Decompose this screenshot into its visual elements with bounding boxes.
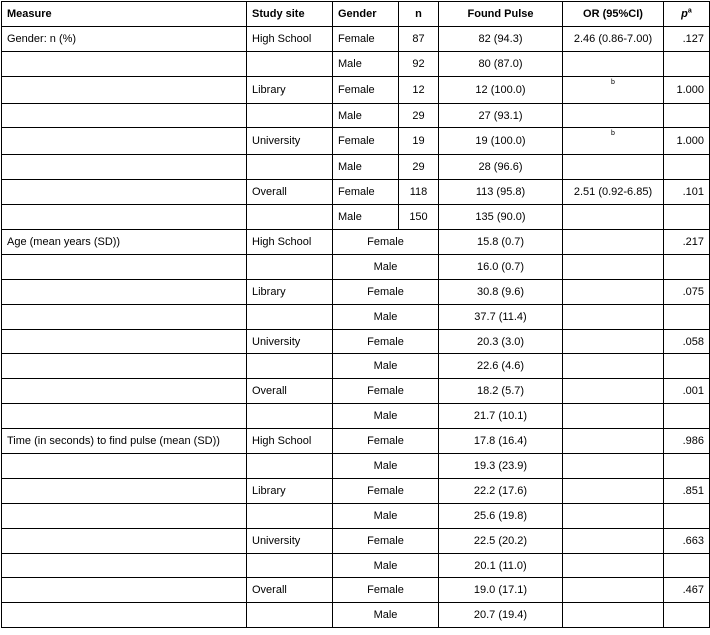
gender-cell: Female — [333, 230, 439, 255]
mean-sd-cell: 19.3 (23.9) — [439, 454, 563, 479]
gender-cell: Male — [333, 603, 439, 628]
header-n: n — [399, 2, 439, 27]
table-row — [2, 329, 710, 354]
p-value-cell: .075 — [664, 279, 710, 304]
header-p-label: p — [681, 7, 688, 20]
p-value-cell — [664, 205, 710, 230]
measure-cell — [2, 478, 247, 503]
study-site-cell: High School — [247, 26, 333, 51]
measure-cell — [2, 155, 247, 180]
or-cell — [563, 155, 664, 180]
study-site-cell: University — [247, 528, 333, 553]
found-pulse-cell: 28 (96.6) — [439, 155, 563, 180]
measure-cell — [2, 128, 247, 155]
found-pulse-cell: 12 (100.0) — [439, 76, 563, 103]
study-site-cell — [247, 354, 333, 379]
gender-cell: Male — [333, 354, 439, 379]
table-row — [2, 503, 710, 528]
found-pulse-cell: 80 (87.0) — [439, 51, 563, 76]
table-row — [2, 230, 710, 255]
or-cell — [563, 454, 664, 479]
or-cell — [563, 205, 664, 230]
study-site-cell — [247, 553, 333, 578]
mean-sd-cell: 22.5 (20.2) — [439, 528, 563, 553]
table-row — [2, 553, 710, 578]
table-row — [2, 528, 710, 553]
n-cell: 29 — [399, 155, 439, 180]
mean-sd-cell: 22.6 (4.6) — [439, 354, 563, 379]
mean-sd-cell: 20.3 (3.0) — [439, 329, 563, 354]
p-value-cell — [664, 503, 710, 528]
table-row — [2, 26, 710, 51]
gender-cell: Female — [333, 26, 399, 51]
measure-cell — [2, 180, 247, 205]
n-cell: 12 — [399, 76, 439, 103]
table-row — [2, 379, 710, 404]
header-or: OR (95%CI) — [563, 2, 664, 27]
gender-cell: Male — [333, 155, 399, 180]
header-measure: Measure — [2, 2, 247, 27]
age-section — [2, 230, 710, 429]
mean-sd-cell: 21.7 (10.1) — [439, 404, 563, 429]
or-cell — [563, 230, 664, 255]
gender-cell: Female — [333, 478, 439, 503]
p-value-cell: .217 — [664, 230, 710, 255]
study-site-cell — [247, 454, 333, 479]
p-value-cell — [664, 254, 710, 279]
table-row — [2, 103, 710, 128]
table-row — [2, 478, 710, 503]
p-value-cell — [664, 304, 710, 329]
study-site-cell — [247, 254, 333, 279]
gender-cell: Male — [333, 51, 399, 76]
measure-cell: Time (in seconds) to find pulse (mean (SD)) — [2, 429, 247, 454]
measure-cell — [2, 354, 247, 379]
p-value-cell: .851 — [664, 478, 710, 503]
gender-section — [2, 26, 710, 229]
measure-cell — [2, 76, 247, 103]
study-site-cell: Overall — [247, 180, 333, 205]
p-value-cell: .058 — [664, 329, 710, 354]
table-row — [2, 279, 710, 304]
time-section — [2, 429, 710, 628]
or-cell — [563, 279, 664, 304]
gender-cell: Male — [333, 254, 439, 279]
n-cell: 19 — [399, 128, 439, 155]
study-site-cell: High School — [247, 230, 333, 255]
gender-cell: Female — [333, 76, 399, 103]
table-row — [2, 254, 710, 279]
or-cell — [563, 429, 664, 454]
study-site-cell — [247, 103, 333, 128]
p-value-cell: .101 — [664, 180, 710, 205]
study-site-cell — [247, 304, 333, 329]
or-cell — [563, 304, 664, 329]
p-value-cell — [664, 603, 710, 628]
gender-cell: Female — [333, 429, 439, 454]
p-value-cell: .663 — [664, 528, 710, 553]
or-cell: 2.51 (0.92-6.85) — [563, 180, 664, 205]
study-site-cell — [247, 51, 333, 76]
table-row — [2, 76, 710, 103]
mean-sd-cell: 22.2 (17.6) — [439, 478, 563, 503]
or-cell — [563, 329, 664, 354]
n-cell: 118 — [399, 180, 439, 205]
table-row — [2, 51, 710, 76]
table-row — [2, 404, 710, 429]
measure-cell: Age (mean years (SD)) — [2, 230, 247, 255]
or-cell — [563, 51, 664, 76]
measure-cell — [2, 254, 247, 279]
n-cell: 87 — [399, 26, 439, 51]
measure-cell — [2, 553, 247, 578]
p-value-cell — [664, 404, 710, 429]
gender-cell: Female — [333, 528, 439, 553]
table-row — [2, 429, 710, 454]
or-cell — [563, 553, 664, 578]
n-cell: 29 — [399, 103, 439, 128]
mean-sd-cell: 25.6 (19.8) — [439, 503, 563, 528]
table-row — [2, 205, 710, 230]
found-pulse-cell: 19 (100.0) — [439, 128, 563, 155]
study-site-cell: High School — [247, 429, 333, 454]
gender-cell: Male — [333, 553, 439, 578]
or-cell — [563, 478, 664, 503]
study-site-cell: University — [247, 329, 333, 354]
or-superscript-cell: b — [563, 76, 664, 103]
mean-sd-cell: 17.8 (16.4) — [439, 429, 563, 454]
gender-cell: Female — [333, 180, 399, 205]
gender-cell: Male — [333, 404, 439, 429]
results-table — [1, 1, 710, 628]
study-site-cell — [247, 155, 333, 180]
n-cell: 150 — [399, 205, 439, 230]
gender-cell: Male — [333, 304, 439, 329]
or-cell — [563, 103, 664, 128]
study-site-cell: Overall — [247, 578, 333, 603]
p-value-cell: .127 — [664, 26, 710, 51]
table-row — [2, 155, 710, 180]
mean-sd-cell: 16.0 (0.7) — [439, 254, 563, 279]
gender-cell: Male — [333, 205, 399, 230]
mean-sd-cell: 37.7 (11.4) — [439, 304, 563, 329]
p-value-cell — [664, 155, 710, 180]
mean-sd-cell: 19.0 (17.1) — [439, 578, 563, 603]
p-value-cell — [664, 51, 710, 76]
or-cell — [563, 379, 664, 404]
study-site-cell: Library — [247, 76, 333, 103]
header-study-site: Study site — [247, 2, 333, 27]
header-p-superscript: a — [687, 7, 692, 15]
gender-cell: Male — [333, 103, 399, 128]
measure-cell: Gender: n (%) — [2, 26, 247, 51]
p-value-cell — [664, 354, 710, 379]
gender-cell: Female — [333, 329, 439, 354]
table-row — [2, 578, 710, 603]
or-cell — [563, 354, 664, 379]
found-pulse-cell: 27 (93.1) — [439, 103, 563, 128]
gender-cell: Male — [333, 503, 439, 528]
measure-cell — [2, 503, 247, 528]
table-row — [2, 128, 710, 155]
measure-cell — [2, 454, 247, 479]
mean-sd-cell: 20.7 (19.4) — [439, 603, 563, 628]
gender-cell: Female — [333, 128, 399, 155]
header-gender: Gender — [333, 2, 399, 27]
mean-sd-cell: 30.8 (9.6) — [439, 279, 563, 304]
measure-cell — [2, 329, 247, 354]
p-value-cell — [664, 103, 710, 128]
gender-cell: Female — [333, 379, 439, 404]
measure-cell — [2, 51, 247, 76]
table-row — [2, 304, 710, 329]
n-cell: 92 — [399, 51, 439, 76]
measure-cell — [2, 103, 247, 128]
p-value-cell — [664, 553, 710, 578]
gender-cell: Female — [333, 279, 439, 304]
measure-cell — [2, 205, 247, 230]
or-cell — [563, 503, 664, 528]
mean-sd-cell: 18.2 (5.7) — [439, 379, 563, 404]
or-cell — [563, 603, 664, 628]
p-value-cell: .986 — [664, 429, 710, 454]
study-site-cell: University — [247, 128, 333, 155]
or-superscript-cell: b — [563, 128, 664, 155]
p-value-cell — [664, 454, 710, 479]
or-cell — [563, 404, 664, 429]
study-site-cell: Library — [247, 279, 333, 304]
measure-cell — [2, 578, 247, 603]
header-row — [2, 2, 710, 27]
found-pulse-cell: 135 (90.0) — [439, 205, 563, 230]
measure-cell — [2, 603, 247, 628]
gender-cell: Female — [333, 578, 439, 603]
or-cell — [563, 254, 664, 279]
found-pulse-cell: 82 (94.3) — [439, 26, 563, 51]
header-found-pulse: Found Pulse — [439, 2, 563, 27]
study-site-cell — [247, 503, 333, 528]
table-row — [2, 603, 710, 628]
found-pulse-cell: 113 (95.8) — [439, 180, 563, 205]
measure-cell — [2, 304, 247, 329]
p-value-cell: 1.000 — [664, 128, 710, 155]
or-cell — [563, 578, 664, 603]
p-value-cell: .001 — [664, 379, 710, 404]
or-cell — [563, 528, 664, 553]
mean-sd-cell: 20.1 (11.0) — [439, 553, 563, 578]
measure-cell — [2, 404, 247, 429]
measure-cell — [2, 528, 247, 553]
or-cell: 2.46 (0.86-7.00) — [563, 26, 664, 51]
mean-sd-cell: 15.8 (0.7) — [439, 230, 563, 255]
measure-cell — [2, 279, 247, 304]
header-p — [664, 2, 710, 27]
p-value-cell: 1.000 — [664, 76, 710, 103]
p-value-cell: .467 — [664, 578, 710, 603]
table-row — [2, 354, 710, 379]
table-row — [2, 180, 710, 205]
study-site-cell: Library — [247, 478, 333, 503]
measure-cell — [2, 379, 247, 404]
study-site-cell — [247, 205, 333, 230]
gender-cell: Male — [333, 454, 439, 479]
table-row — [2, 454, 710, 479]
study-site-cell — [247, 404, 333, 429]
study-site-cell: Overall — [247, 379, 333, 404]
study-site-cell — [247, 603, 333, 628]
